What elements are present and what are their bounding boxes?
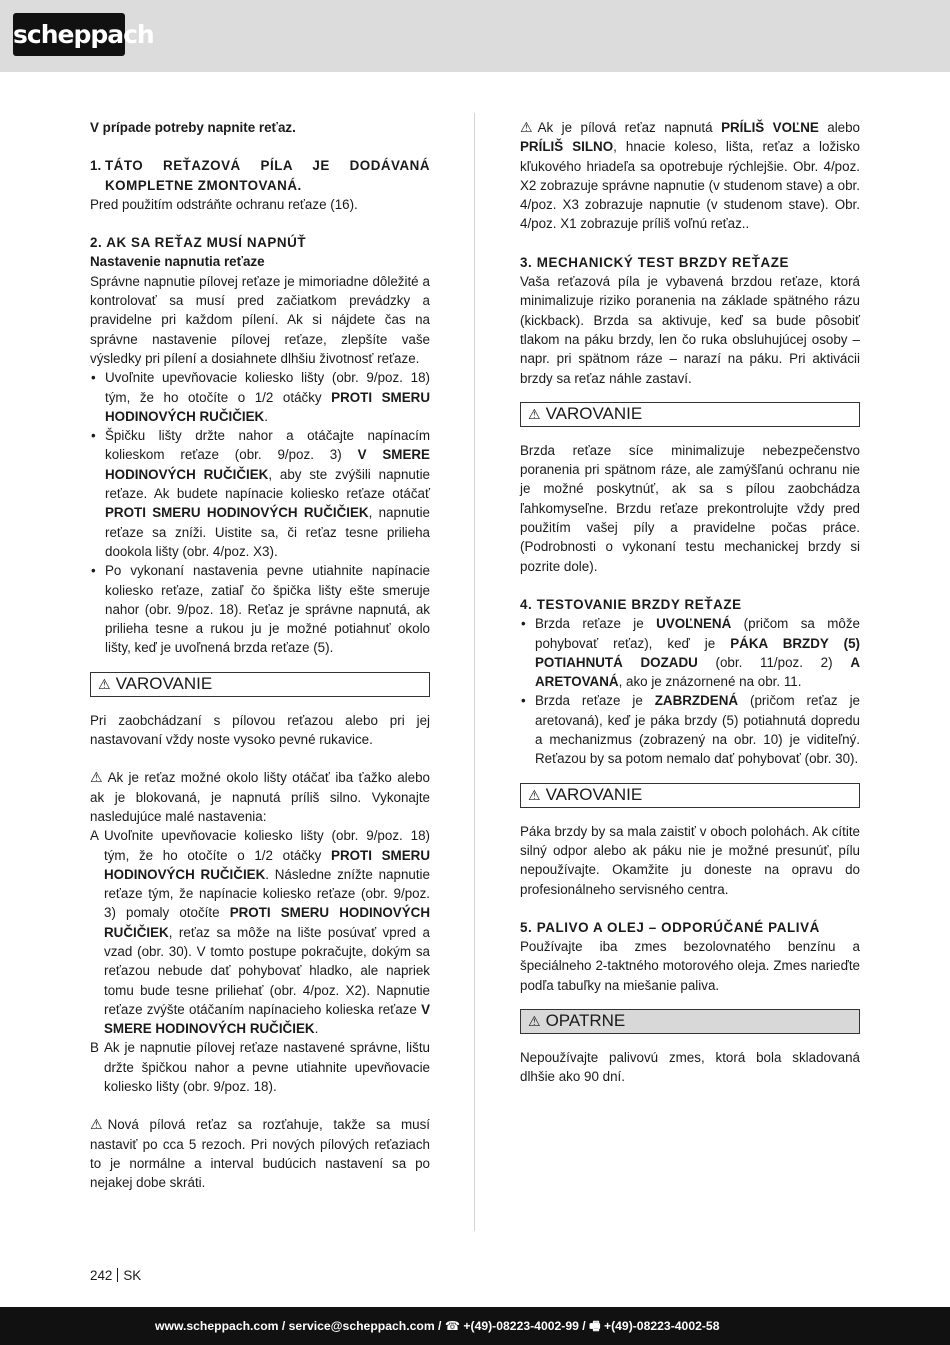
warning-text: Brzda reťaze síce minimalizuje nebezpečenstvo poranenia pri spätnom ráze, ale zamýšľanú ochranu nie je možné poskytnúť, ak sa s pílou zaobchádza ľahkomyseľne. Brzdu reťaze prekontrolujte vždy pred použitím vašej píly a pravidelne počas práce. (Podrobnosti o vykonaní testu mechanickej brzdy si pozrite dole). bbox=[520, 442, 860, 574]
caution-box bbox=[520, 1009, 860, 1034]
caution-label: OPATRNE bbox=[545, 1011, 626, 1031]
left-column bbox=[90, 118, 430, 1193]
warning-box bbox=[520, 783, 860, 808]
contact-info: www.scheppach.com / service@scheppach.com / ☎ +(49)-08223-4002-99 / 🖷 +(49)-08223-4002-58 bbox=[155, 1319, 720, 1333]
adjust-steps-list bbox=[90, 368, 430, 657]
step-b: B Ak je napnutie pílovej reťaze nastavené správne, lištu držte špičkou nahor a pevne utiahnite upevňovacie koliesko lišty (obr. 9/poz. 18). bbox=[90, 1040, 430, 1095]
tension-note: ⚠ Ak je pílová reťaz napnutá PRÍLIŠ VOĽNE alebo PRÍLIŠ SILNO, hnacie koleso, lišta, reťaz a ložisko kľukového hriadeľa sa opotrebuje rýchlejšie. Obr. 4/poz. X2 zobrazuje správne napnutie (v studenom stave) a obr. 4/poz. X3 zobrazuje napnutie (v studenom stave). Obr. 4/poz. X1 zobrazuje príliš voľnú reťaz.. bbox=[520, 119, 861, 232]
warning-triangle-icon: ⚠ bbox=[528, 787, 541, 804]
warning-triangle-icon: ⚠ bbox=[98, 676, 111, 693]
list-item: • Uvoľnite upevňovacie koliesko lišty (obr. 9/poz. 18) tým, že ho otočíte o 1/2 otáčky PROTI SMERU HODINOVÝCH RUČIČIEK. bbox=[90, 368, 430, 426]
section-1-text: Pred použitím odstráňte ochranu reťaze (16). bbox=[90, 196, 358, 212]
brake-test-list bbox=[520, 614, 860, 768]
intro-text: V prípade potreby napnite reťaz. bbox=[90, 120, 296, 135]
scheppach-logo: scheppach bbox=[13, 13, 125, 56]
list-item: • Brzda reťaze je UVOĽNENÁ (pričom sa môže pohybovať reťaz), keď je PÁKA BRZDY (5) POTIAHNUTÁ DOZADU (obr. 11/poz. 2) A ARETOVANÁ, ako je znázornené na obr. 11. bbox=[520, 614, 860, 691]
warning-box bbox=[90, 672, 430, 697]
section-2-subheading: Nastavenie napnutia reťaze bbox=[90, 254, 265, 270]
warning-triangle-icon: ⚠ bbox=[90, 769, 103, 786]
warning-triangle-icon: ⚠ bbox=[90, 1116, 103, 1133]
page-number: 242 bbox=[90, 1268, 113, 1283]
warning-triangle-icon: ⚠ bbox=[528, 406, 541, 423]
warning-box bbox=[520, 402, 860, 427]
list-item: • Brzda reťaze je ZABRZDENÁ (pričom reťaz je aretovaná), keď je páka brzdy (5) potiahnutá dopredu a mechanizmus (zobrazený na obr. 10) je viditeľný. Reťazou by sa potom nemalo dať pohybovať (obr. 30). bbox=[520, 691, 860, 768]
note-text-2: ⚠ Nová pílová reťaz sa rozťahuje, takže sa musí nastaviť po cca 5 rezoch. Pri nových pílových reťaziach to je normálne a interval budúcich nastavení sa po nejakej dobe skráti. bbox=[90, 1116, 430, 1191]
warning-text: Páka brzdy by sa mala zaistiť v oboch polohách. Ak cítite silný odpor alebo ak páku nie je možné presunúť, pílu nepoužívajte. Okamžite ju doneste na opravu do profesionálneho servisného centra. bbox=[520, 823, 860, 897]
language-code: SK bbox=[123, 1268, 142, 1283]
section-4-heading: 4. TESTOVANIE BRZDY REŤAZE bbox=[520, 596, 742, 612]
section-1-heading: 1. TÁTO REŤAZOVÁ PÍLA JE DODÁVANÁ KOMPLETNE ZMONTOVANÁ. bbox=[90, 158, 430, 193]
list-item: • Špičku lišty držte nahor a otáčajte napínacím kolieskom reťaze (obr. 9/poz. 3) V SMERE HODINOVÝCH RUČIČIEK, aby ste zvýšili napnutie reťaze. Ak budete napínacie koliesko reťaze otáčať PROTI SMERU HODINOVÝCH RUČIČIEK, napnutie reťaze sa zníži. Uistite sa, či reťaz tesne prilieha dookola lišty (obr. 4/poz. X3). bbox=[90, 426, 430, 561]
page-footer bbox=[90, 1266, 141, 1285]
warning-label: VAROVANIE bbox=[545, 404, 643, 424]
warning-text: Pri zaobchádzaní s pílovou reťazou alebo pri jej nastavovaní vždy noste vysoko pevné rukavice. bbox=[90, 712, 430, 748]
section-5-heading: 5. PALIVO A OLEJ – ODPORÚČANÉ PALIVÁ bbox=[520, 919, 820, 935]
right-column bbox=[520, 118, 860, 1087]
section-3-text: Vaša reťazová píla je vybavená brzdou reťaze, ktorá minimalizuje riziko poranenia na základe spätného rázu (kickback). Brzda sa aktivuje, keď sa bude pôsobiť tlakom na páku brzdy, len čo ruka obsluhujúcej osoby – napr. pri spätnom ráze – narazí na páku. Pri aktivácii brzdy sa reťaz náhle zastaví. bbox=[520, 274, 860, 386]
section-3-heading: 3. MECHANICKÝ TEST BRZDY REŤAZE bbox=[520, 254, 790, 270]
section-5-text: Používajte iba zmes bezolovnatého benzínu a špeciálneho 2-taktného motorového oleja. Zmes narieďte podľa tabuľky na miešanie paliva. bbox=[520, 939, 860, 993]
column-divider bbox=[474, 113, 475, 1231]
list-item: • Po vykonaní nastavenia pevne utiahnite napínacie koliesko reťaze, zatiaľ čo špička lišty ešte smeruje nahor (obr. 9/poz. 18). Reťaz je správne napnutá, ak prilieha tesne a rukou ju je možné potiahnuť okolo lišty, keď je uvoľnená brzda reťaze (5). bbox=[90, 561, 430, 657]
caution-text: Nepoužívajte palivovú zmes, ktorá bola skladovaná dlhšie ako 90 dní. bbox=[520, 1049, 860, 1085]
warning-triangle-icon: ⚠ bbox=[528, 1013, 541, 1030]
section-2-paragraph: Správne napnutie pílovej reťaze je mimoriadne dôležité a kontrolovať sa musí pred začiatkom prevádzky a pravidelne pri každom pílení. Ak si nájdete čas na správne nastavenie pílovej reťaze, zlepšíte vaše výsledky pri pílení a dosiahnete dlhšiu životnosť reťaze. bbox=[90, 273, 430, 366]
warning-triangle-icon: ⚠ bbox=[520, 119, 533, 135]
warning-label: VAROVANIE bbox=[545, 785, 643, 805]
warning-label: VAROVANIE bbox=[115, 674, 213, 694]
note-text: ⚠ Ak je reťaz možné okolo lišty otáčať iba ťažko alebo ak je blokovaná, je napnutá príliš silno. Vykonajte nasledujúce malé nastavenia: bbox=[90, 769, 430, 824]
step-a: A Uvoľnite upevňovacie koliesko lišty (obr. 9/poz. 18) tým, že ho otočíte o 1/2 otáčky PROTI SMERU HODINOVÝCH RUČIČIEK. Následne znížte napnutie reťaze tým, že napínacie koliesko reťaze (obr. 9/poz. 3) pomaly otočíte PROTI SMERU HODINOVÝCH RUČIČIEK, reťaz sa môže na lište posúvať vpred a vzad (obr. 30). V tomto postupe pokračujte, dokým sa reťazou nebude dať pohybovať hladko, ale napriek tomu bude tesne priliehať (obr. 4/poz. X2). Napnutie reťaze zvýšte otáčaním napínacieho kolieska reťaze V SMERE HODINOVÝCH RUČIČIEK. bbox=[90, 828, 431, 1037]
contact-bar bbox=[0, 1307, 950, 1345]
section-2-heading: 2. AK SA REŤAZ MUSÍ NAPNÚŤ bbox=[90, 235, 307, 251]
header-bar bbox=[0, 0, 950, 72]
